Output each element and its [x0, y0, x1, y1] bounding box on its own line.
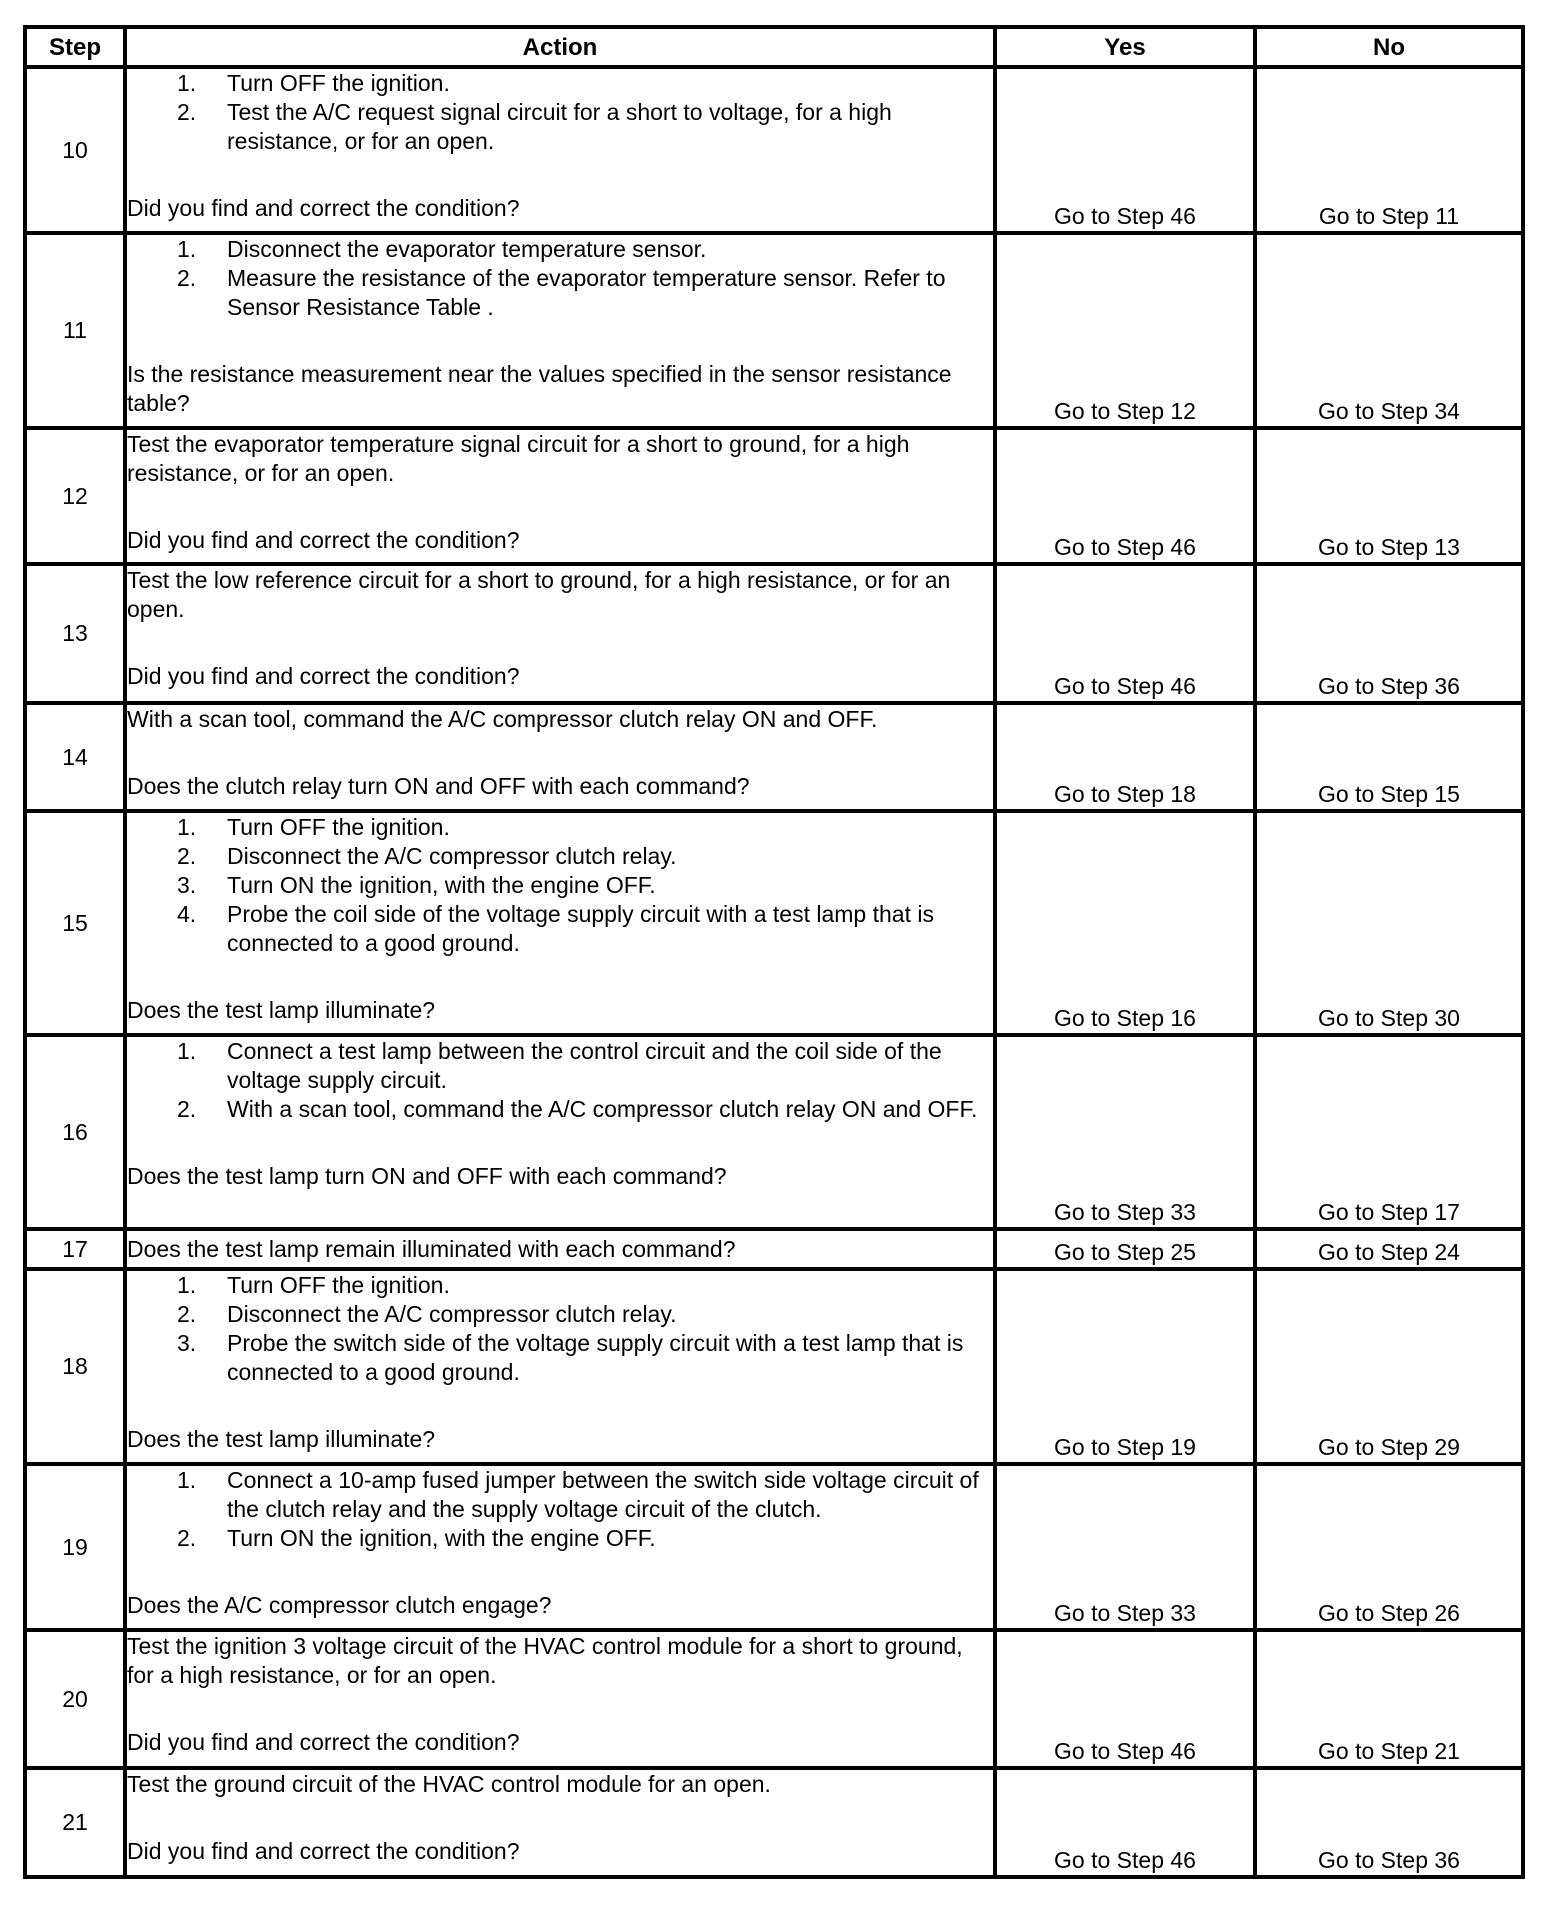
- action-cell: [125, 1464, 995, 1630]
- procedure-item: [127, 69, 993, 98]
- procedure-list: [127, 813, 993, 958]
- procedure-item-text: Turn ON the ignition, with the engine OFF.: [227, 872, 656, 898]
- spacer: [127, 1553, 993, 1591]
- header-action: Action: [125, 27, 995, 67]
- yes-outcome: Go to Step 16: [995, 811, 1255, 1035]
- no-outcome: Go to Step 36: [1255, 564, 1523, 703]
- no-outcome: Go to Step 29: [1255, 1269, 1523, 1464]
- spacer: [127, 488, 993, 526]
- step-number: 19: [25, 1464, 125, 1630]
- table-row: [25, 1630, 1523, 1768]
- procedure-list: [127, 1466, 993, 1553]
- action-cell: [125, 1229, 995, 1269]
- procedure-item: [127, 1300, 993, 1329]
- yes-outcome: Go to Step 33: [995, 1464, 1255, 1630]
- action-question: Does the test lamp illuminate?: [127, 997, 436, 1023]
- spacer: [127, 156, 993, 194]
- action-cell: [125, 428, 995, 564]
- table-row: [25, 428, 1523, 564]
- procedure-item-number: 2.: [177, 843, 197, 869]
- step-number: 21: [25, 1768, 125, 1877]
- procedure-item-number: 1.: [177, 1038, 197, 1064]
- procedure-list: [127, 1037, 993, 1124]
- action-cell: [125, 233, 995, 428]
- spacer: [127, 1799, 993, 1837]
- procedure-item: [127, 1271, 993, 1300]
- procedure-item-number: 2.: [177, 99, 197, 125]
- action-cell: [125, 1035, 995, 1229]
- no-outcome: Go to Step 15: [1255, 703, 1523, 811]
- spacer: [127, 958, 993, 996]
- yes-outcome: Go to Step 46: [995, 564, 1255, 703]
- step-number: 11: [25, 233, 125, 428]
- step-number: 12: [25, 428, 125, 564]
- no-outcome: Go to Step 36: [1255, 1768, 1523, 1877]
- table-row: [25, 1464, 1523, 1630]
- step-number: 16: [25, 1035, 125, 1229]
- procedure-item-text: Disconnect the A/C compressor clutch relay.: [227, 843, 677, 869]
- action-text: With a scan tool, command the A/C compressor clutch relay ON and OFF.: [127, 706, 878, 732]
- procedure-item-text: Test the A/C request signal circuit for a short to voltage, for a high resistance, or for an open.: [227, 99, 892, 154]
- no-outcome: Go to Step 13: [1255, 428, 1523, 564]
- yes-outcome: Go to Step 46: [995, 67, 1255, 233]
- no-outcome: Go to Step 26: [1255, 1464, 1523, 1630]
- action-question: Did you find and correct the condition?: [127, 527, 520, 553]
- action-question: Does the test lamp remain illuminated with each command?: [127, 1235, 736, 1262]
- spacer: [127, 322, 993, 360]
- action-cell: [125, 564, 995, 703]
- procedure-item-number: 1.: [177, 1467, 197, 1493]
- procedure-item-text: Disconnect the A/C compressor clutch relay.: [227, 1301, 677, 1327]
- action-text: Test the evaporator temperature signal circuit for a short to ground, for a high resistance, or for an open.: [127, 431, 910, 486]
- procedure-item: [127, 1466, 993, 1524]
- action-cell: [125, 1630, 995, 1768]
- action-text: Test the ignition 3 voltage circuit of the HVAC control module for a short to ground, for a high resistance, or for an open.: [127, 1633, 963, 1688]
- step-number: 13: [25, 564, 125, 703]
- procedure-item-number: 1.: [177, 70, 197, 96]
- action-question: Does the test lamp illuminate?: [127, 1426, 436, 1452]
- yes-outcome: Go to Step 12: [995, 233, 1255, 428]
- procedure-item-text: With a scan tool, command the A/C compressor clutch relay ON and OFF.: [227, 1096, 978, 1122]
- action-question: Does the test lamp turn ON and OFF with each command?: [127, 1163, 727, 1189]
- action-text: Test the ground circuit of the HVAC control module for an open.: [127, 1771, 771, 1797]
- no-outcome: Go to Step 17: [1255, 1035, 1523, 1229]
- header-yes: Yes: [995, 27, 1255, 67]
- table-row: [25, 564, 1523, 703]
- procedure-list: [127, 1271, 993, 1387]
- no-outcome: Go to Step 21: [1255, 1630, 1523, 1768]
- yes-outcome: Go to Step 33: [995, 1035, 1255, 1229]
- no-outcome: Go to Step 24: [1255, 1229, 1523, 1269]
- action-question: Is the resistance measurement near the values specified in the sensor resistance table?: [127, 361, 952, 416]
- procedure-item-text: Turn OFF the ignition.: [227, 1272, 450, 1298]
- step-number: 10: [25, 67, 125, 233]
- procedure-item-number: 2.: [177, 1301, 197, 1327]
- action-question: Did you find and correct the condition?: [127, 1838, 520, 1864]
- action-cell: [125, 811, 995, 1035]
- procedure-item-text: Disconnect the evaporator temperature sensor.: [227, 236, 707, 262]
- yes-outcome: Go to Step 25: [995, 1229, 1255, 1269]
- step-number: 20: [25, 1630, 125, 1768]
- table-row: [25, 1269, 1523, 1464]
- table-body: [25, 67, 1523, 1877]
- spacer: [127, 734, 993, 772]
- spacer: [127, 624, 993, 662]
- yes-outcome: Go to Step 46: [995, 1768, 1255, 1877]
- action-cell: [125, 67, 995, 233]
- action-text: Test the low reference circuit for a short to ground, for a high resistance, or for an open.: [127, 567, 951, 622]
- procedure-item: [127, 235, 993, 264]
- procedure-item-number: 2.: [177, 1525, 197, 1551]
- procedure-item: [127, 1037, 993, 1095]
- table-row: [25, 67, 1523, 233]
- procedure-list: [127, 69, 993, 156]
- procedure-item-text: Turn OFF the ignition.: [227, 70, 450, 96]
- step-number: 18: [25, 1269, 125, 1464]
- procedure-item: [127, 813, 993, 842]
- action-cell: [125, 1768, 995, 1877]
- procedure-item: [127, 1095, 993, 1124]
- action-question: Did you find and correct the condition?: [127, 663, 520, 689]
- procedure-list: [127, 235, 993, 322]
- procedure-item-number: 1.: [177, 814, 197, 840]
- procedure-item-text: Measure the resistance of the evaporator temperature sensor. Refer to Sensor Resistance Table .: [227, 265, 946, 320]
- no-outcome: Go to Step 11: [1255, 67, 1523, 233]
- action-question: Did you find and correct the condition?: [127, 195, 520, 221]
- header-no: No: [1255, 27, 1523, 67]
- procedure-item-number: 4.: [177, 901, 197, 927]
- procedure-item-text: Probe the switch side of the voltage supply circuit with a test lamp that is connected to a good ground.: [227, 1330, 964, 1385]
- yes-outcome: Go to Step 46: [995, 428, 1255, 564]
- diagnostic-table: [23, 25, 1525, 1879]
- spacer: [127, 1124, 993, 1162]
- procedure-item-number: 2.: [177, 1096, 197, 1122]
- yes-outcome: Go to Step 19: [995, 1269, 1255, 1464]
- procedure-item: [127, 264, 993, 322]
- action-cell: [125, 1269, 995, 1464]
- step-number: 15: [25, 811, 125, 1035]
- procedure-item-number: 3.: [177, 872, 197, 898]
- procedure-item-text: Connect a 10-amp fused jumper between the switch side voltage circuit of the clutch relay and the supply voltage circuit of the clutch.: [227, 1467, 979, 1522]
- table-row: [25, 811, 1523, 1035]
- procedure-item-number: 2.: [177, 265, 197, 291]
- procedure-item: [127, 900, 993, 958]
- step-number: 14: [25, 703, 125, 811]
- spacer: [127, 1387, 993, 1425]
- table-row: [25, 703, 1523, 811]
- procedure-item: [127, 1329, 993, 1387]
- procedure-item-text: Turn ON the ignition, with the engine OFF.: [227, 1525, 656, 1551]
- action-question: Did you find and correct the condition?: [127, 1729, 520, 1755]
- step-number: 17: [25, 1229, 125, 1269]
- procedure-item: [127, 842, 993, 871]
- action-question: Does the A/C compressor clutch engage?: [127, 1592, 552, 1618]
- header-step: Step: [25, 27, 125, 67]
- procedure-item-text: Turn OFF the ignition.: [227, 814, 450, 840]
- action-cell: [125, 703, 995, 811]
- procedure-item-text: Connect a test lamp between the control circuit and the coil side of the voltage supply circuit.: [227, 1038, 942, 1093]
- header-row: [25, 27, 1523, 67]
- table-row: [25, 1768, 1523, 1877]
- no-outcome: Go to Step 34: [1255, 233, 1523, 428]
- table-row: [25, 233, 1523, 428]
- procedure-item-number: 1.: [177, 1272, 197, 1298]
- spacer: [127, 1690, 993, 1728]
- yes-outcome: Go to Step 46: [995, 1630, 1255, 1768]
- procedure-item-text: Probe the coil side of the voltage supply circuit with a test lamp that is connected to a good ground.: [227, 901, 934, 956]
- yes-outcome: Go to Step 18: [995, 703, 1255, 811]
- procedure-item: [127, 1524, 993, 1553]
- procedure-item-number: 3.: [177, 1330, 197, 1356]
- procedure-item: [127, 871, 993, 900]
- procedure-item: [127, 98, 993, 156]
- table-row: [25, 1035, 1523, 1229]
- action-question: Does the clutch relay turn ON and OFF with each command?: [127, 773, 750, 799]
- procedure-item-number: 1.: [177, 236, 197, 262]
- no-outcome: Go to Step 30: [1255, 811, 1523, 1035]
- table-row: [25, 1229, 1523, 1269]
